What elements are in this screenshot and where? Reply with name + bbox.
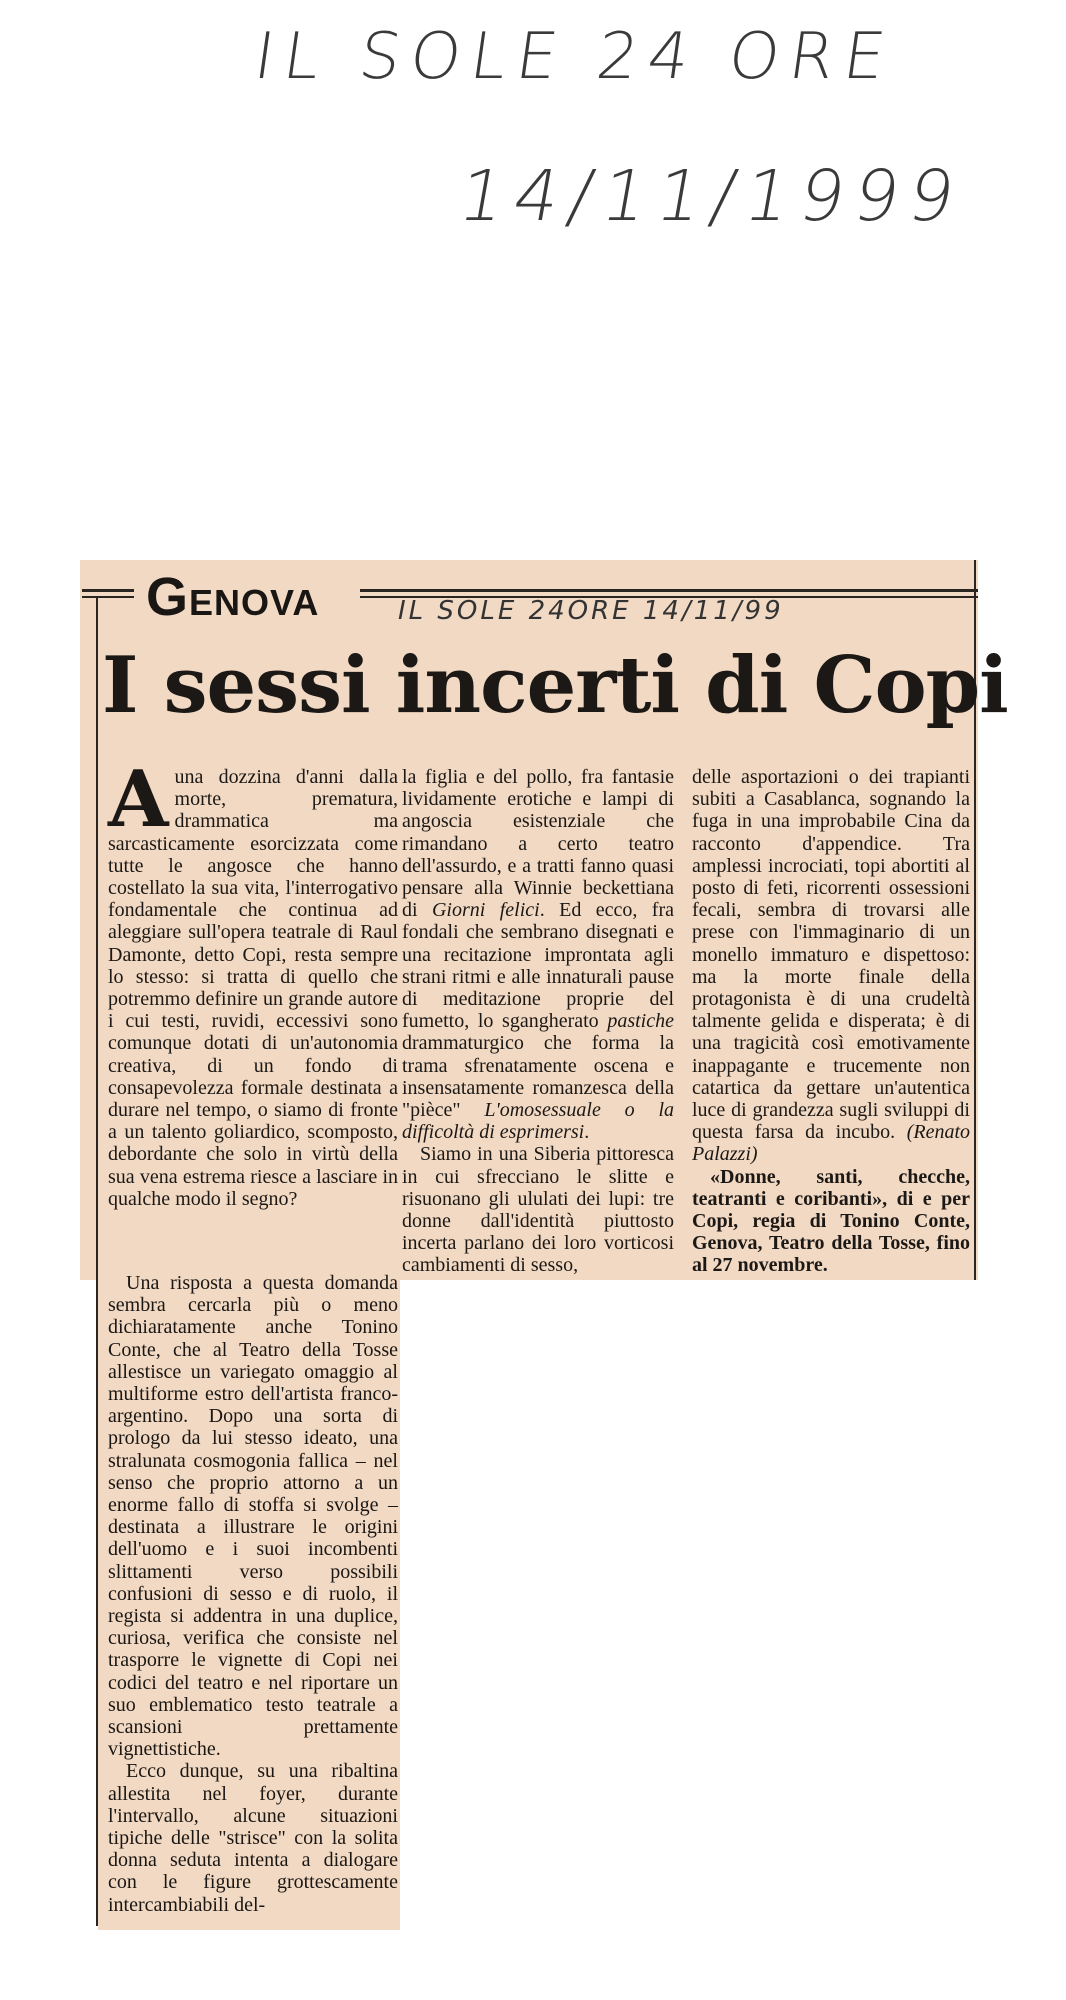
paragraph: Ecco dunque, su una ribaltina allestita nel foyer, durante l'intervallo, alcune situazioni tipiche delle "strisce" con la solita donna seduta intenta a dialogare con le figure grottescamente intercambiabili del-: [108, 1760, 398, 1916]
left-border: [96, 596, 98, 1926]
show-credits: «Donne, santi, checche, teatranti e coribanti», di e per Copi, regia di Tonino Conte, Genova, Teatro della Tosse, fino al 27 novembre.: [692, 1165, 970, 1277]
paragraph-text: delle asportazioni o dei trapianti subiti a Casablanca, sognando la fuga in una improbabile Cina da racconto d'appendice. Tra amplessi incrociati, topi abortiti al posto di feti, ricorrenti ossessioni fecali, sembra di trovarsi alle prese con l'immaginario di un monello immaturo e dispettoso: ma la morte finale della protagonista è di una crudeltà talmente gelida e disperata; è di una tragicità così emotivamente inappagante e trucemente non catartica da gettare un'autentica luce di grandezza sugli sviluppi di questa farsa da incubo.: [692, 766, 970, 1144]
paragraph-text: .: [584, 1121, 590, 1144]
handwritten-inline-note: IL SOLE 24ORE 14/11/99: [398, 596, 784, 626]
paragraph-text: . Ed ecco, fra fondali che sembrano disegnati e una recitazione improntata agli strani ritmi e alle innaturali pause di meditazione proprie del fumetto, lo sgangherato: [402, 899, 675, 1033]
top-rule: [360, 589, 978, 592]
paragraph: Siamo in una Siberia pittoresca in cui sfrecciano le slitte e risuonano gli ululati dei lupi: tre donne dall'identità piuttosto incerta parlano dei loro vorticosi cambiamenti di sesso,: [402, 1143, 674, 1277]
paragraph-text: una dozzina d'anni dalla morte, prematura, drammatica ma sarcasticamente esorcizzata come tutte le angosce che hanno costellato la sua vita, l'interrogativo fondamentale che continua ad aleggiare sull'opera teatrale di Raul Damonte, detto Copi, resta sempre lo stesso: si tratta di quello che potremmo definire un grande autore i cui testi, ruvidi, eccessivi sono comunque dotati di un'autonomia creativa, di un fondo di consapevolezza formale destinata a durare nel tempo, o siamo di fronte a un talento goliardico, scomposto, debordante che solo in virtù della sua vena estrema riesce a lasciare in qualche modo il segno?: [108, 766, 398, 1210]
paragraph: Una risposta a questa domanda sembra cercarla più o meno dichiaratamente anche Tonino Conte, che al Teatro della Tosse allestisce un variegato omaggio al multiforme estro dell'artista franco-argentino. Dopo una sorta di prologo da lui stesso ideato, una stralunata cosmogonia fallica – nel senso che proprio attorno a un enorme fallo di stoffa si svolge – destinata a illustrare le origini dell'uomo e i suoi incombenti slittamenti verso possibili confusioni di sesso e di ruolo, il regista si addentra in una duplice, curiosa, verifica che consiste nel trasporre le vignette di Copi nei codici del teatro e nel riportare un suo emblematico testo teatrale a scansioni prettamente vignettistiche.: [108, 1272, 398, 1761]
drop-cap: A: [108, 754, 169, 845]
article-column-1-continued: [108, 1272, 398, 1916]
paragraph-text: drammaturgico che forma la trama sfrenatamente oscena e insensatamente romanzesca della "pièce": [402, 1032, 674, 1122]
italic-title: Giorni felici: [431, 899, 540, 922]
article-column-3: [692, 766, 970, 1277]
article-column-1: [108, 754, 398, 1210]
italic-word: pastiche: [607, 1010, 674, 1033]
section-label-rest: ENOVA: [189, 582, 320, 623]
author-signature: (Renato Palazzi): [692, 1121, 970, 1166]
article-column-2: [402, 766, 674, 1277]
italic-title: L'omosessuale o la difficoltà di esprimersi: [402, 1099, 675, 1144]
headline: I sessi incerti di Copi: [102, 640, 1008, 731]
top-rule: [82, 589, 134, 592]
section-label: [146, 566, 319, 628]
section-label-cap: G: [146, 567, 190, 627]
handwritten-date: 14/11/1999: [452, 155, 971, 237]
paragraph: [692, 766, 970, 1166]
paragraph: [108, 754, 398, 1210]
top-rule: [82, 596, 134, 598]
paragraph: [402, 766, 674, 1143]
paragraph-text: la figlia e del pollo, fra fantasie lividamente erotiche e lampi di angoscia esistenziale che rimandano a certo teatro dell'assurdo, e a tratti fanno quasi pensare alla Winnie beckettiana di: [402, 766, 674, 922]
handwritten-source: IL SOLE 24 ORE: [249, 20, 900, 94]
